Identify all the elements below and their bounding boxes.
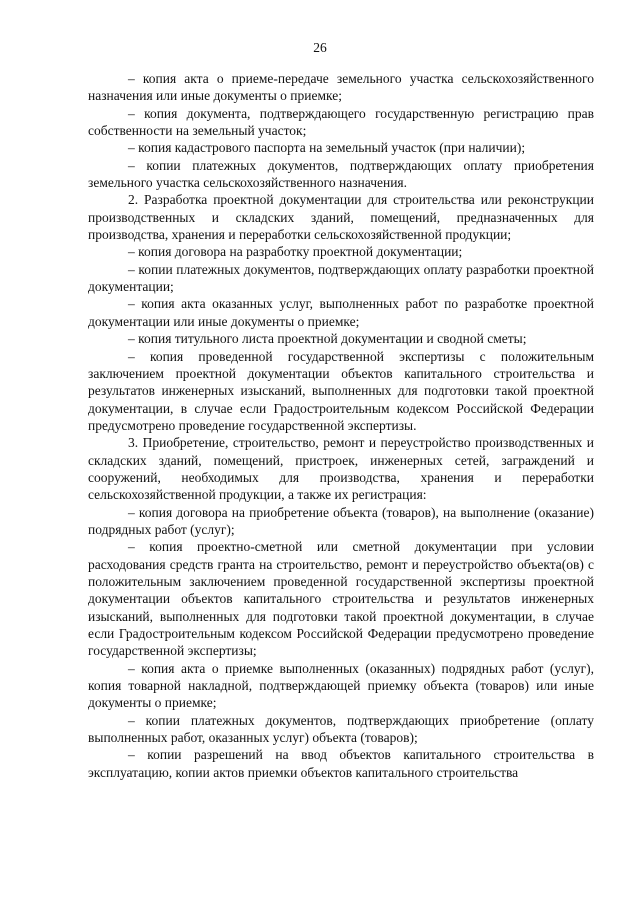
paragraph: 2. Разработка проектной документации для строительства или реконструкции производственных и складских зданий, помещений, предназначенных для производства, хранения и переработки сельскохозяйственной продукции; [88, 192, 594, 243]
document-body [88, 70, 594, 781]
paragraph: 3. Приобретение, строительство, ремонт и переустройство производственных и складских зданий, помещений, пристроек, инженерных сетей, заграждений и сооружений, необходимых для производства, хранения и переработки сельскохозяйственной продукции, а также их регистрация: [88, 435, 594, 503]
paragraph: – копия проведенной государственной экспертизы с положительным заключением проектной документации объектов капитального строительства и результатов инженерных изысканий, выполненных для подготовки такой проектной документации, в случае если Градостроительным кодексом Российской Федерации предусмотрено проведение государственной экспертизы. [88, 348, 594, 433]
paragraph: – копии платежных документов, подтверждающих оплату разработки проектной документации; [88, 261, 594, 295]
paragraph: – копия акта оказанных услуг, выполненных работ по разработке проектной документации или иные документы о приемке; [88, 296, 594, 329]
paragraph: – копии платежных документов, подтверждающих приобретение (оплату выполненных работ, оказанных услуг) объекта (товаров); [88, 712, 594, 746]
paragraph: – копия договора на разработку проектной документации; [128, 244, 463, 260]
paragraph: – копии платежных документов, подтверждающих оплату приобретения земельного участка сельскохозяйственного назначения. [88, 157, 594, 191]
page-number: 26 [313, 40, 327, 55]
paragraph: – копия проектно-сметной или сметной документации при условии расходования средств гранта на строительство, ремонт и переустройство объекта(ов) с положительным заключением проведенной государственной экспертизы проектной документации объектов капитального строительства и результатов инженерных изысканий, выполненных для подготовки такой проектной документации, в случае если Градостроительным кодексом Российской Федерации предусмотрено проведение государственной экспертизы; [88, 539, 594, 659]
paragraph: – копия договора на приобретение объекта (товаров), на выполнение (оказание) подрядных работ (услуг); [88, 504, 594, 537]
paragraph: – копии разрешений на ввод объектов капитального строительства в эксплуатацию, копии актов приемки объектов капитального строительства [88, 747, 594, 780]
paragraph: – копия кадастрового паспорта на земельный участок (при наличии); [128, 140, 526, 156]
paragraph: – копия акта о приемке выполненных (оказанных) подрядных работ (услуг), копия товарной накладной, подтверждающей приемку объекта (товаров) или иные документы о приемке; [88, 660, 594, 711]
paragraph: – копия акта о приеме-передаче земельного участка сельскохозяйственного назначения или иные документы о приемке; [88, 71, 594, 104]
paragraph: – копия документа, подтверждающего государственную регистрацию прав собственности на земельный участок; [88, 105, 594, 139]
paragraph: – копия титульного листа проектной документации и сводной сметы; [128, 331, 527, 347]
